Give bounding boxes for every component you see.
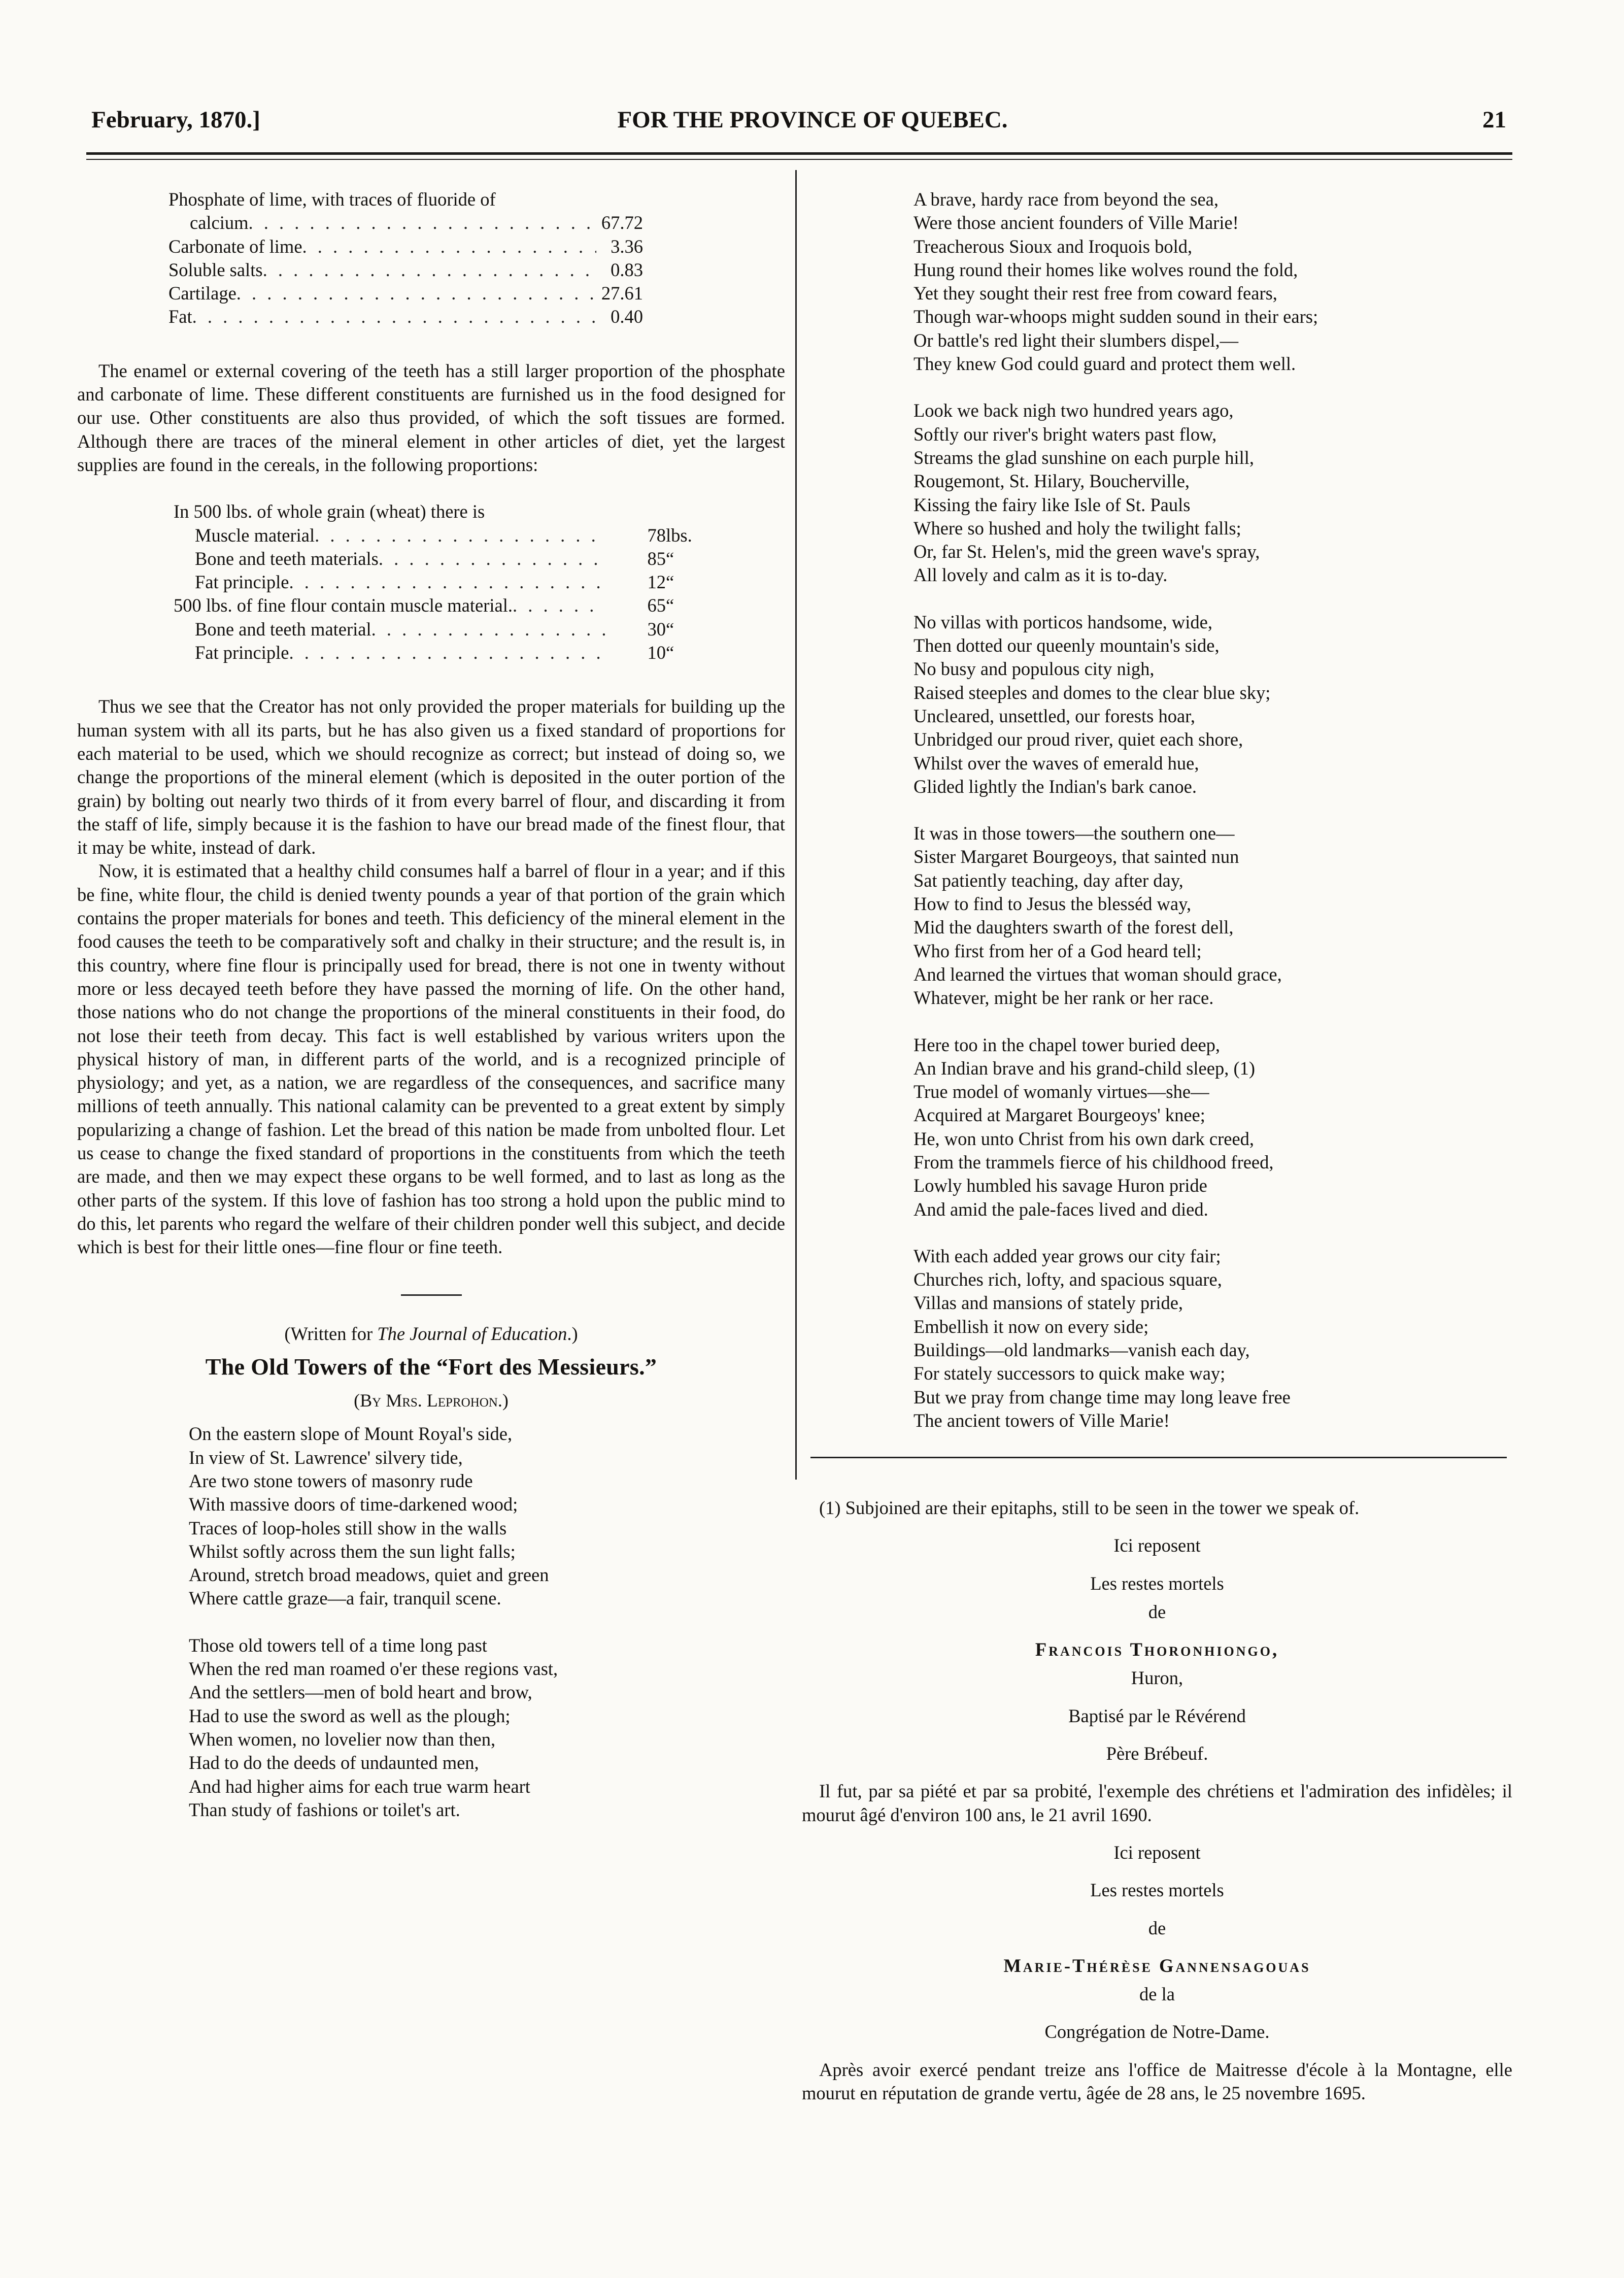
poem-line: With each added year grows our city fair; xyxy=(913,1245,1221,1266)
poem-line: They knew God could guard and protect them well. xyxy=(913,353,1296,375)
poem-stanza xyxy=(913,1245,1512,1432)
poem-line: Then dotted our queenly mountain's side, xyxy=(913,635,1220,656)
poem-stanza xyxy=(913,822,1512,1010)
poem-line: Whilst over the waves of emerald hue, xyxy=(913,752,1199,774)
poem-line: It was in those towers—the southern one— xyxy=(913,823,1235,844)
poem-stanza xyxy=(913,399,1512,587)
poem-stanza xyxy=(913,611,1512,798)
poem-line: Villas and mansions of stately pride, xyxy=(913,1292,1183,1314)
poem-line: Softly our river's bright waters past flow, xyxy=(913,423,1217,445)
poem-line: Or, far St. Helen's, mid the green wave's spray, xyxy=(913,541,1260,562)
table-row: Carbonate of lime . . . 3.36 xyxy=(168,235,643,258)
poem-line: Hung round their homes like wolves round the fold, xyxy=(913,259,1298,280)
poem-line: On the eastern slope of Mount Royal's side, xyxy=(189,1423,513,1445)
epitaph-line: Ici reposent xyxy=(1113,1841,1201,1863)
paragraph-flour: Now, it is estimated that a healthy child consumes half a barrel of flour in a year; and if this be fine, white flour, the child is denied twenty pounds a year of that portion of the grain which contains the proper materials for bones and teeth. This deficiency of the mineral element in the food causes the teeth to be comparatively soft and chalky in their structure; and the result is, in this country, where fine flour is principally used for bread, there is not one in twenty without more or less decayed teeth before they have passed the morning of life. On the other hand, those nations who do not change the proportions of the mineral constituents in their food, do not lose their teeth from decay. This fact is well established by various writers upon the physical history of man, in different parts of the world, and is a recognized principle of physiology; and yet, as a nation, we are regardless of the consequences, and sacrifice many millions of teeth annually. This national calamity can be prevented to a great extent by simply popularizing a change of fashion. Let the bread of this nation be made from unbolted flour. Let us cease to change the fixed standard of proportions in the constituents from which the teeth are made, and then we may expect these organs to be well formed, and to last as long as the other parts of the system. If this love of fashion has too strong a hold upon the public mind to do this, let parents who regard the welfare of their children ponder well this subject, and decide which is best for their little ones—fine flour or fine teeth. xyxy=(77,860,785,1258)
table-intro: In 500 lbs. of whole grain (wheat) there is xyxy=(174,501,485,522)
poem-line: Sat patiently teaching, day after day, xyxy=(913,869,1183,891)
poem-line: He, won unto Christ from his own dark creed, xyxy=(913,1128,1255,1149)
footnote-intro: (1) Subjoined are their epitaphs, still to be seen in the tower we speak of. xyxy=(819,1497,1360,1518)
table-row: Cartilage . . . 27.61 xyxy=(168,282,643,305)
poem-line: Than study of fashions or toilet's art. xyxy=(189,1799,460,1820)
epitaph-line: de xyxy=(1148,1601,1166,1622)
poem-line: No busy and populous city nigh, xyxy=(913,658,1155,680)
poem-line: Buildings—old landmarks—vanish each day, xyxy=(913,1339,1250,1361)
epitaph-line: Les restes mortels xyxy=(1090,1880,1224,1901)
paragraph-enamel: The enamel or external covering of the teeth has a still larger proportion of the phosphate and carbonate of lime. These different constituents are furnished us in the food designed for our use. Other constituents are also thus provided, of which the soft tissues are formed. Although there are traces of the mineral element in other articles of diet, yet the largest supplies are found in the cereals, in the following proportions: xyxy=(77,360,785,475)
epitaph-name: Francois Thoronhiongo, xyxy=(1035,1639,1279,1660)
poem-line: No villas with porticos handsome, wide, xyxy=(913,611,1212,632)
epitaph-text: Après avoir exercé pendant treize ans l'office de Maitresse d'école à la Montagne, elle mourut en réputation de grande vertu, âgée de 28 ans, le 25 novembre 1695. xyxy=(802,2059,1512,2104)
table-row: Fat principle . . . 10 “ xyxy=(174,641,701,664)
poem-left xyxy=(189,1422,785,1822)
epitaph-line: Ici reposent xyxy=(1113,1535,1201,1556)
poem-line: True model of womanly virtues—she— xyxy=(913,1081,1209,1102)
table-row: Phosphate of lime, with traces of fluoride of xyxy=(168,189,496,210)
poem-line: Acquired at Margaret Bourgeoys' knee; xyxy=(913,1104,1205,1126)
poem-line: Lowly humbled his savage Huron pride xyxy=(913,1175,1207,1196)
poem-line: Churches rich, lofty, and spacious square, xyxy=(913,1269,1222,1290)
header-rule-thin xyxy=(86,159,1512,160)
poem-line: A brave, hardy race from beyond the sea, xyxy=(913,189,1219,210)
poem-line: An Indian brave and his grand-child sleep, (1) xyxy=(913,1057,1256,1079)
poem-line: Streams the glad sunshine on each purple hill, xyxy=(913,447,1255,468)
poem-line: And amid the pale-faces lived and died. xyxy=(913,1198,1208,1220)
poem-line: And learned the virtues that woman should grace, xyxy=(913,963,1282,985)
poem-line: In view of St. Lawrence' silvery tide, xyxy=(189,1447,463,1468)
poem-line: Where cattle graze—a fair, tranquil scene. xyxy=(189,1588,501,1609)
poem-line: Unbridged our proud river, quiet each shore, xyxy=(913,729,1243,750)
header-title: FOR THE PROVINCE OF QUEBEC. xyxy=(617,107,1008,133)
poem-line: Had to do the deeds of undaunted men, xyxy=(189,1752,479,1773)
table-row: 500 lbs. of fine flour contain muscle material. . . . 65 “ xyxy=(174,594,701,617)
poem-line: Treacherous Sioux and Iroquois bold, xyxy=(913,236,1193,257)
header-date: February, 1870.] xyxy=(91,107,260,133)
poem-line: Sister Margaret Bourgeoys, that sainted nun xyxy=(913,846,1239,867)
poem-line: Those old towers tell of a time long past xyxy=(189,1634,487,1656)
epitaph-line: Père Brébeuf. xyxy=(1106,1743,1208,1764)
written-for-note: (Written for The Journal of Education.) xyxy=(284,1323,578,1345)
poem-line: For stately successors to quick make way; xyxy=(913,1363,1226,1384)
footnote-divider xyxy=(810,1457,1507,1458)
poem-line: Were those ancient founders of Ville Marie! xyxy=(913,212,1239,233)
poem-line: Here too in the chapel tower buried deep, xyxy=(913,1034,1221,1055)
right-column xyxy=(802,188,1512,1456)
table-row: Soluble salts . . . 0.83 xyxy=(168,258,643,282)
article-byline: (By Mrs. Leprohon.) xyxy=(354,1390,509,1411)
poem-line: Yet they sought their rest free from coward fears, xyxy=(913,283,1277,304)
poem-line: And the settlers—men of bold heart and brow, xyxy=(189,1682,532,1703)
table-row: Bone and teeth material . . . 30 “ xyxy=(174,618,701,641)
poem-line: Whilst softly across them the sun light falls; xyxy=(189,1540,516,1562)
poem-line: The ancient towers of Ville Marie! xyxy=(913,1410,1170,1431)
table-row: calcium . . . 67.72 xyxy=(168,211,643,234)
poem-line: Had to use the sword as well as the plough; xyxy=(189,1705,511,1726)
poem-line: When women, no lovelier now than then, xyxy=(189,1728,496,1750)
epitaph-line: Huron, xyxy=(1131,1667,1183,1689)
poem-line: Traces of loop-holes still show in the walls xyxy=(189,1517,507,1538)
poem-line: From the trammels fierce of his childhood freed, xyxy=(913,1151,1274,1172)
poem-line: Look we back nigh two hundred years ago, xyxy=(913,400,1234,421)
paragraph-creator: Thus we see that the Creator has not only provided the proper materials for building up the human system with all its parts, but he has also given us a fixed standard of proportions for each material to be used, which we should recognize as correct; but instead of doing so, we change the proportions of the mineral element (which is deposited in the outer portion of the grain) by bolting out nearly two thirds of it from every barrel of flour, and discarding it from the staff of life, simply because it is the fashion to have our bread made of the finest flour, that it may be white, instead of dark. xyxy=(77,696,785,858)
poem-line: Where so hushed and holy the twilight falls; xyxy=(913,517,1241,539)
page-number: 21 xyxy=(1482,107,1506,133)
poem-line: Uncleared, unsettled, our forests hoar, xyxy=(913,705,1195,726)
poem-line: And had higher aims for each true warm heart xyxy=(189,1776,530,1797)
poem-line: All lovely and calm as it is to-day. xyxy=(913,564,1168,586)
left-column xyxy=(77,188,785,1845)
epitaph-line: Les restes mortels xyxy=(1090,1572,1224,1594)
poem-stanza xyxy=(913,1033,1512,1221)
poem-line: Glided lightly the Indian's bark canoe. xyxy=(913,776,1197,797)
poem-line: Raised steeples and domes to the clear blue sky; xyxy=(913,682,1271,703)
grain-proportion-table xyxy=(174,500,701,664)
poem-line: How to find to Jesus the blesséd way, xyxy=(913,893,1192,915)
header-rule-thick xyxy=(86,152,1512,155)
poem-line: Are two stone towers of masonry rude xyxy=(189,1470,473,1491)
poem-line: Rougemont, St. Hilary, Boucherville, xyxy=(913,471,1190,492)
epitaph-line: de la xyxy=(1139,1984,1175,2005)
poem-stanza xyxy=(913,188,1512,376)
ash-composition-table xyxy=(168,188,643,329)
table-row: Bone and teeth materials . . . 85 “ xyxy=(174,547,701,571)
epitaph-name: Marie-Thérèse Gannensagouas xyxy=(1003,1955,1311,1976)
footnote-epitaphs xyxy=(802,1496,1512,2105)
poem-line: Mid the daughters swarth of the forest dell, xyxy=(913,917,1234,938)
poem-line: With massive doors of time-darkened wood; xyxy=(189,1494,518,1515)
epitaph-line: de xyxy=(1148,1917,1166,1938)
table-row: Fat principle . . . 12 “ xyxy=(174,571,701,594)
epitaph-line: Baptisé par le Révérend xyxy=(1068,1705,1246,1726)
poem-line: Who first from her of a God heard tell; xyxy=(913,940,1202,961)
poem-stanza xyxy=(189,1422,785,1610)
poem-line: Though war-whoops might sudden sound in their ears; xyxy=(913,306,1318,327)
table-row: Muscle material . . . 78 lbs. xyxy=(174,524,701,547)
poem-line: But we pray from change time may long leave free xyxy=(913,1386,1291,1408)
table-row: Fat . . . 0.40 xyxy=(168,305,643,328)
article-title: The Old Towers of the “Fort des Messieurs.” xyxy=(205,1353,657,1380)
column-divider xyxy=(795,170,797,1480)
poem-right xyxy=(913,188,1512,1432)
poem-stanza xyxy=(189,1634,785,1822)
poem-line: When the red man roamed o'er these regions vast, xyxy=(189,1658,558,1680)
poem-line: Around, stretch broad meadows, quiet and green xyxy=(189,1564,549,1586)
poem-line: Kissing the fairy like Isle of St. Pauls xyxy=(913,494,1191,515)
epitaph-text: Il fut, par sa piété et par sa probité, l'exemple des chrétiens et l'admiration des infidèles; il mourut âgé d'environ 100 ans, le 21 avril 1690. xyxy=(802,1781,1512,1825)
epitaph-line: Congrégation de Notre-Dame. xyxy=(1044,2021,1270,2042)
poem-line: Whatever, might be her rank or her race. xyxy=(913,987,1214,1009)
poem-line: Embellish it now on every side; xyxy=(913,1316,1149,1337)
poem-line: Or battle's red light their slumbers dispel,— xyxy=(913,329,1239,351)
